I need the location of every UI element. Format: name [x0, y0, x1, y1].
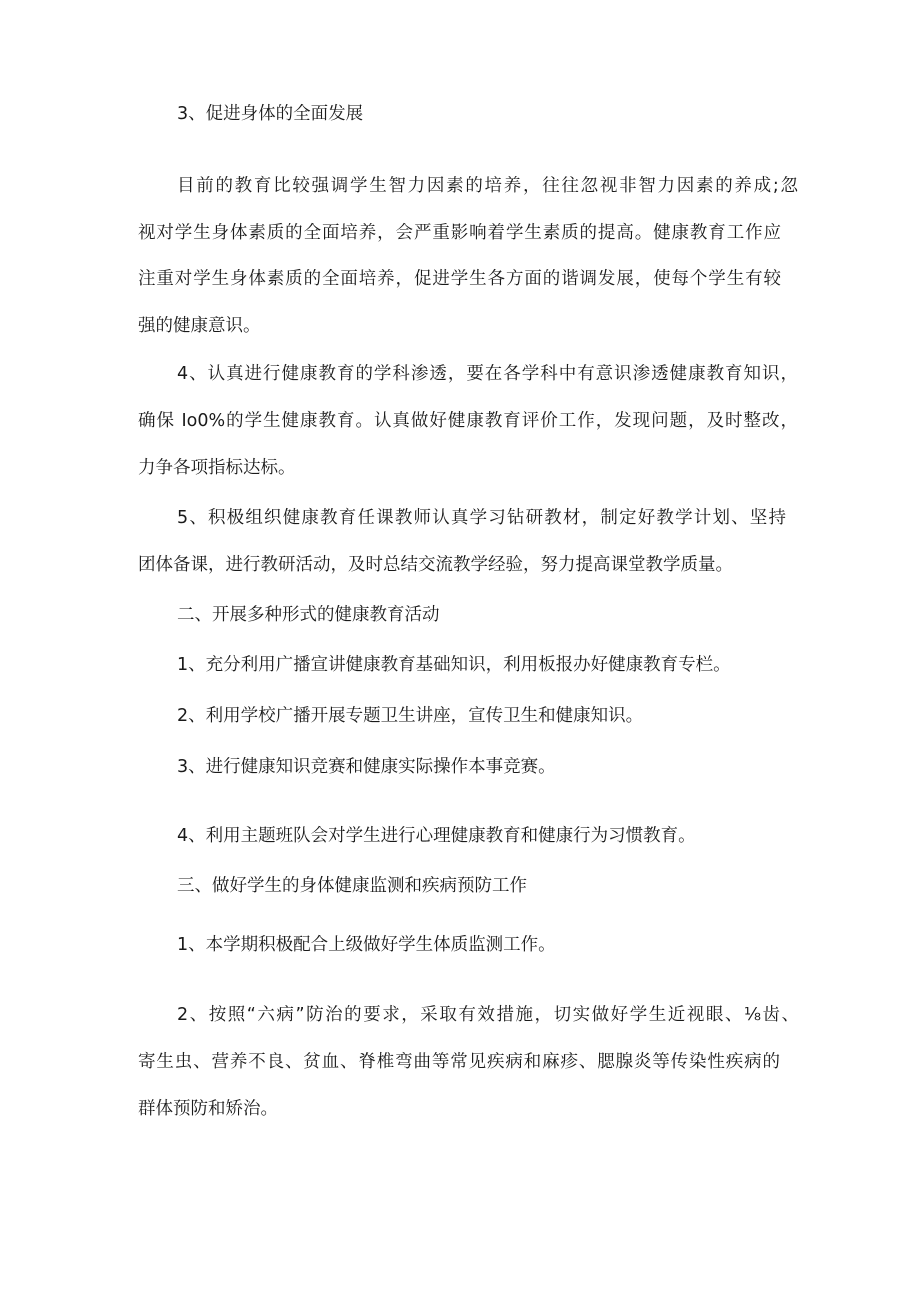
- list-item: 1、本学期积极配合上级做好学生体质监测工作。: [177, 935, 556, 955]
- paragraph-line: 目前的教育比较强调学生智力因素的培养，往往忽视非智力因素的养成;忽: [177, 176, 798, 196]
- paragraph-line: 群体预防和矫治。: [138, 1099, 278, 1119]
- paragraph-line: 视对学生身体素质的全面培养，会严重影响着学生素质的提高。健康教育工作应: [138, 223, 781, 243]
- list-item: 1、充分利用广播宣讲健康教育基础知识，利用板报办好健康教育专栏。: [177, 655, 731, 675]
- paragraph-line: 强的健康意识。: [138, 316, 261, 336]
- paragraph-line: 注重对学生身体素质的全面培养，促进学生各方面的谐调发展，使每个学生有较: [138, 269, 781, 289]
- paragraph-line: 力争各项指标达标。: [138, 458, 296, 478]
- list-item: 2、利用学校广播开展专题卫生讲座，宣传卫生和健康知识。: [177, 706, 644, 726]
- paragraph-line: 4、认真进行健康教育的学科渗透，要在各学科中有意识渗透健康教育知识，: [177, 364, 798, 384]
- paragraph-line: 2、按照“六病”防治的要求，采取有效措施，切实做好学生近视眼、⅛齿、: [177, 1005, 799, 1025]
- section-heading-3: 3、促进身体的全面发展: [177, 104, 364, 124]
- list-item: 3、进行健康知识竞赛和健康实际操作本事竞赛。: [177, 757, 556, 777]
- paragraph-line: 寄生虫、营养不良、贫血、脊椎弯曲等常见疾病和麻疹、腮腺炎等传染性疾病的: [138, 1052, 780, 1072]
- section-heading-2: 二、开展多种形式的健康教育活动: [177, 605, 440, 625]
- paragraph-line: 5、积极组织健康教育任课教师认真学习钻研教材，制定好教学计划、坚持: [177, 508, 786, 528]
- section-heading-3: 三、做好学生的身体健康监测和疾病预防工作: [177, 876, 527, 896]
- list-item: 4、利用主题班队会对学生进行心理健康教育和健康行为习惯教育。: [177, 826, 696, 846]
- paragraph-line: 确保 Io0%的学生健康教育。认真做好健康教育评价工作，发现问题，及时整改，: [138, 411, 798, 431]
- paragraph-line: 团体备课，进行教研活动，及时总结交流教学经验，努力提高课堂教学质量。: [138, 555, 733, 575]
